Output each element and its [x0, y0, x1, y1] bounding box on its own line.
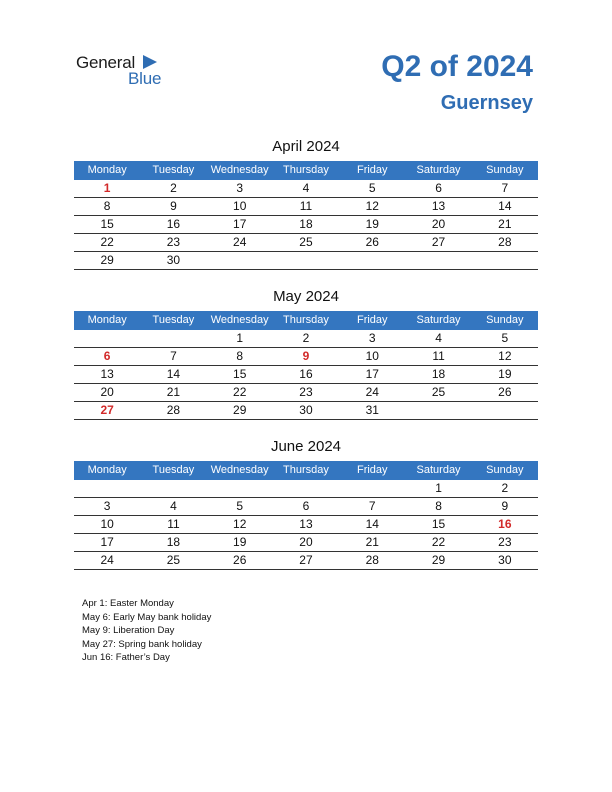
- weekday-header: Friday: [356, 164, 388, 176]
- week-row: [74, 216, 538, 234]
- month-title: May 2024: [273, 288, 339, 305]
- day-cell: 3: [236, 181, 244, 195]
- day-cell: 16: [299, 367, 313, 381]
- holiday-note: May 6: Early May bank holiday: [82, 611, 212, 623]
- weekday-header: Tuesday: [152, 464, 195, 476]
- week-row: [74, 198, 538, 216]
- empty-day-cell: [74, 480, 140, 497]
- day-cell: 2: [170, 181, 177, 195]
- day-cell: 8: [103, 199, 111, 213]
- month-title: June 2024: [270, 438, 342, 455]
- day-cell: 26: [365, 235, 379, 249]
- day-cell: 13: [299, 517, 313, 531]
- day-cell: 14: [498, 199, 512, 213]
- day-cell: 20: [299, 535, 313, 549]
- day-cell: 1: [435, 481, 442, 495]
- day-cell: 25: [431, 385, 446, 399]
- holiday-note: Apr 1: Easter Monday: [82, 598, 174, 609]
- day-cell: 14: [365, 517, 379, 531]
- day-cell: 3: [103, 499, 111, 513]
- empty-day-cell: [74, 330, 140, 347]
- day-cell: 12: [233, 517, 247, 531]
- day-cell: 21: [498, 217, 512, 231]
- weekday-header: Friday: [356, 314, 388, 326]
- day-cell: 1: [236, 331, 244, 345]
- day-cell: 12: [365, 199, 379, 213]
- day-cell: 5: [368, 181, 376, 195]
- day-cell: 31: [365, 403, 379, 417]
- day-cell: 18: [166, 535, 181, 549]
- weekday-header: Saturday: [416, 464, 461, 476]
- weekday-header: Monday: [87, 164, 127, 176]
- day-cell: 28: [365, 553, 379, 567]
- month-may: [74, 287, 538, 420]
- weekday-header: Sunday: [486, 164, 524, 176]
- weekday-header: Monday: [87, 314, 127, 326]
- weekday-header: Thursday: [283, 314, 329, 326]
- day-cell: 2: [501, 481, 509, 495]
- weekday-header: Wednesday: [210, 164, 269, 176]
- weekday-header: Saturday: [416, 164, 461, 176]
- day-cell: 11: [167, 517, 180, 531]
- day-cell: 22: [233, 385, 247, 399]
- day-cell: 26: [498, 385, 512, 399]
- week-row: [74, 534, 538, 552]
- empty-day-cell: [273, 480, 339, 497]
- month-april: [74, 137, 538, 270]
- day-cell: 30: [299, 403, 313, 417]
- weekday-header: Thursday: [283, 164, 329, 176]
- day-cell: 18: [299, 217, 313, 231]
- day-cell: 13: [431, 199, 446, 213]
- day-cell: 17: [365, 367, 379, 381]
- weekday-header: Saturday: [416, 314, 461, 326]
- weekday-header: Monday: [87, 464, 127, 476]
- day-cell: 9: [170, 199, 177, 213]
- day-cell: 30: [498, 553, 512, 567]
- day-cell: 7: [170, 349, 177, 363]
- day-cell: 4: [170, 499, 177, 513]
- empty-day-cell: [472, 252, 538, 269]
- day-cell: 26: [233, 553, 247, 567]
- holiday-note: Jun 16: Father’s Day: [82, 652, 170, 663]
- day-cell: 15: [233, 367, 247, 381]
- weekday-header-row: [74, 311, 538, 330]
- weekday-header: Wednesday: [210, 464, 269, 476]
- day-cell: 5: [236, 499, 244, 513]
- holiday-day-cell: 9: [302, 349, 310, 363]
- day-cell: 10: [365, 349, 379, 363]
- day-cell: 10: [100, 517, 114, 531]
- week-row: [74, 366, 538, 384]
- day-cell: 29: [233, 403, 247, 417]
- holiday-day-cell: 1: [103, 181, 111, 195]
- day-cell: 8: [236, 349, 244, 363]
- day-cell: 6: [302, 499, 310, 513]
- month-title: April 2024: [272, 138, 340, 155]
- empty-day-cell: [207, 480, 273, 497]
- empty-day-cell: [273, 252, 339, 269]
- day-cell: 17: [100, 535, 114, 549]
- day-cell: 25: [166, 553, 181, 567]
- empty-day-cell: [140, 330, 206, 347]
- week-row: [74, 348, 538, 366]
- day-cell: 10: [233, 199, 247, 213]
- day-cell: 21: [365, 535, 379, 549]
- day-cell: 11: [299, 199, 313, 213]
- week-row: [74, 552, 538, 570]
- week-row: [74, 180, 538, 198]
- day-cell: 23: [166, 235, 181, 249]
- page-title: Q2 of 2024: [381, 50, 533, 83]
- day-cell: 15: [100, 217, 114, 231]
- day-cell: 13: [100, 367, 114, 381]
- day-cell: 11: [432, 349, 445, 363]
- logo-word-blue: Blue: [128, 69, 162, 88]
- logo: [76, 53, 176, 87]
- day-cell: 4: [435, 331, 442, 345]
- weekday-header: Tuesday: [152, 164, 195, 176]
- day-cell: 17: [233, 217, 247, 231]
- holiday-day-cell: 27: [100, 403, 114, 417]
- day-cell: 7: [501, 181, 509, 195]
- day-cell: 29: [100, 253, 114, 267]
- page-subtitle: Guernsey: [440, 92, 533, 114]
- day-cell: 19: [498, 367, 512, 381]
- empty-day-cell: [207, 252, 273, 269]
- empty-day-cell: [405, 252, 471, 269]
- weekday-header-row: [74, 461, 538, 480]
- day-cell: 19: [365, 217, 379, 231]
- day-cell: 20: [431, 217, 446, 231]
- day-cell: 4: [302, 181, 310, 195]
- week-row: [74, 384, 538, 402]
- day-cell: 3: [368, 331, 376, 345]
- day-cell: 28: [498, 235, 512, 249]
- day-cell: 20: [100, 385, 114, 399]
- weekday-header: Wednesday: [210, 314, 269, 326]
- week-row: [74, 498, 538, 516]
- day-cell: 23: [299, 385, 313, 399]
- day-cell: 23: [498, 535, 512, 549]
- week-row: [74, 516, 538, 534]
- empty-day-cell: [140, 480, 206, 497]
- weekday-header: Thursday: [283, 464, 329, 476]
- day-cell: 14: [166, 367, 181, 381]
- weekday-header-row: [74, 161, 538, 180]
- week-row: [74, 402, 538, 420]
- day-cell: 25: [299, 235, 313, 249]
- empty-day-cell: [339, 480, 405, 497]
- logo-flag-icon: [143, 55, 157, 69]
- day-cell: 22: [431, 535, 446, 549]
- holiday-note: May 27: Spring bank holiday: [82, 638, 202, 650]
- week-row: [74, 330, 538, 348]
- day-cell: 29: [431, 553, 446, 567]
- day-cell: 27: [431, 235, 446, 249]
- weekday-header: Sunday: [486, 464, 524, 476]
- day-cell: 22: [100, 235, 114, 249]
- empty-day-cell: [339, 252, 405, 269]
- week-row: [74, 252, 538, 270]
- day-cell: 2: [302, 331, 310, 345]
- day-cell: 24: [233, 235, 247, 249]
- day-cell: 6: [435, 181, 442, 195]
- holiday-note: May 9: Liberation Day: [82, 625, 175, 636]
- empty-day-cell: [405, 402, 471, 419]
- day-cell: 12: [498, 349, 512, 363]
- week-row: [74, 480, 538, 498]
- day-cell: 9: [501, 499, 509, 513]
- day-cell: 24: [365, 385, 379, 399]
- day-cell: 7: [368, 499, 376, 513]
- holiday-notes: [82, 597, 211, 665]
- weekday-header: Sunday: [486, 314, 524, 326]
- logo-word-general: General: [76, 53, 136, 72]
- day-cell: 19: [233, 535, 247, 549]
- day-cell: 16: [166, 217, 181, 231]
- day-cell: 24: [100, 553, 114, 567]
- day-cell: 18: [431, 367, 446, 381]
- month-june: [74, 437, 538, 570]
- holiday-day-cell: 16: [498, 517, 512, 531]
- day-cell: 5: [501, 331, 509, 345]
- day-cell: 28: [166, 403, 181, 417]
- weekday-header: Tuesday: [152, 314, 195, 326]
- day-cell: 21: [166, 385, 181, 399]
- week-row: [74, 234, 538, 252]
- empty-day-cell: [472, 402, 538, 419]
- weekday-header: Friday: [356, 464, 388, 476]
- day-cell: 15: [431, 517, 446, 531]
- day-cell: 27: [299, 553, 313, 567]
- day-cell: 30: [166, 253, 181, 267]
- day-cell: 8: [435, 499, 442, 513]
- holiday-day-cell: 6: [103, 349, 111, 363]
